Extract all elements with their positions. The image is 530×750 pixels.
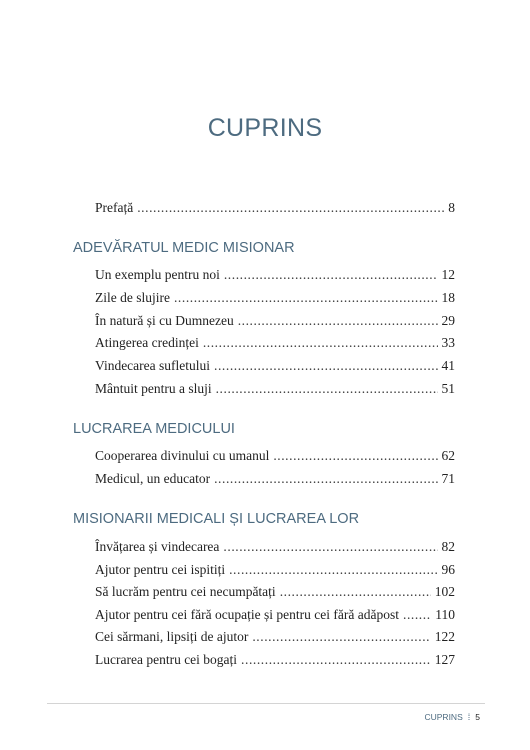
section-heading-2: LUCRAREA MEDICULUI <box>73 421 235 437</box>
toc-entry[interactable] <box>95 583 455 601</box>
toc-entry[interactable] <box>95 334 455 352</box>
toc-entry-page: 71 <box>441 471 455 486</box>
toc-entry[interactable] <box>95 651 455 669</box>
footer-separator-icon: ⁞ <box>467 712 471 722</box>
toc-entry[interactable] <box>95 561 455 579</box>
dot-leader <box>280 583 431 601</box>
toc-entry-page: 96 <box>441 562 455 577</box>
toc-entry[interactable] <box>95 447 455 465</box>
toc-entry[interactable] <box>95 606 455 624</box>
dot-leader <box>214 470 437 488</box>
toc-entry-page: 12 <box>441 267 455 282</box>
section-heading-3: MISIONARII MEDICALI ȘI LUCRAREA LOR <box>73 511 360 527</box>
toc-entry[interactable] <box>95 538 455 556</box>
toc-entry-page: 82 <box>441 539 455 554</box>
toc-entry-label: Ajutor pentru cei fără ocupație și pentru cei fără adăpost <box>95 607 399 622</box>
running-header-label: CUPRINS <box>424 712 463 722</box>
page-footer <box>424 712 480 722</box>
toc-entry-label: Învățarea și vindecarea <box>95 539 220 554</box>
dot-leader <box>403 606 431 624</box>
dot-leader <box>216 380 438 398</box>
dot-leader <box>273 447 437 465</box>
toc-entry-label: Cooperarea divinului cu umanul <box>95 448 270 463</box>
toc-entry-page: 110 <box>435 607 455 622</box>
toc-entry-page: 102 <box>434 584 455 599</box>
section-heading-1: ADEVĂRATUL MEDIC MISIONAR <box>73 240 295 256</box>
footer-divider <box>47 703 485 704</box>
toc-entry-page: 127 <box>434 652 455 667</box>
dot-leader <box>229 561 437 579</box>
toc-entry-label: Atingerea credinței <box>95 335 199 350</box>
toc-entry-label: Prefață <box>95 200 134 215</box>
toc-entry-label: Lucrarea pentru cei bogați <box>95 652 238 667</box>
dot-leader <box>223 538 437 556</box>
toc-entry[interactable] <box>95 357 455 375</box>
toc-entry-label: Vindecarea sufletului <box>95 358 211 373</box>
toc-entry-preface[interactable] <box>95 199 455 217</box>
toc-entry[interactable] <box>95 312 455 330</box>
toc-entry-label: Un exemplu pentru noi <box>95 267 220 282</box>
toc-entry-page: 29 <box>441 313 455 328</box>
dot-leader <box>174 289 438 307</box>
page-number: 5 <box>475 712 480 722</box>
dot-leader <box>224 266 438 284</box>
dot-leader <box>241 651 431 669</box>
dot-leader <box>137 199 444 217</box>
toc-entry-page: 62 <box>441 448 455 463</box>
dot-leader <box>203 334 438 352</box>
toc-entry[interactable] <box>95 470 455 488</box>
toc-entry-label: Ajutor pentru cei ispitiți <box>95 562 226 577</box>
toc-entry-label: Mântuit pentru a sluji <box>95 381 212 396</box>
toc-entry-label: Zile de slujire <box>95 290 170 305</box>
toc-entry[interactable] <box>95 266 455 284</box>
toc-entry-page: 41 <box>441 358 455 373</box>
toc-entry-page: 122 <box>434 629 455 644</box>
toc-entry-label: Să lucrăm pentru cei necumpătați <box>95 584 276 599</box>
toc-entry[interactable] <box>95 380 455 398</box>
toc-entry[interactable] <box>95 289 455 307</box>
dot-leader <box>252 628 430 646</box>
toc-entry-page: 33 <box>441 335 455 350</box>
toc-entry-label: Cei sărmani, lipsiți de ajutor <box>95 629 249 644</box>
toc-entry-label: În natură și cu Dumnezeu <box>95 313 234 328</box>
toc-entry-label: Medicul, un educator <box>95 471 211 486</box>
toc-entry[interactable] <box>95 628 455 646</box>
toc-entry-page: 18 <box>441 290 455 305</box>
toc-entry-page: 8 <box>448 200 455 215</box>
toc-entry-page: 51 <box>441 381 455 396</box>
page-title: CUPRINS <box>207 114 323 142</box>
dot-leader <box>214 357 437 375</box>
dot-leader <box>238 312 438 330</box>
